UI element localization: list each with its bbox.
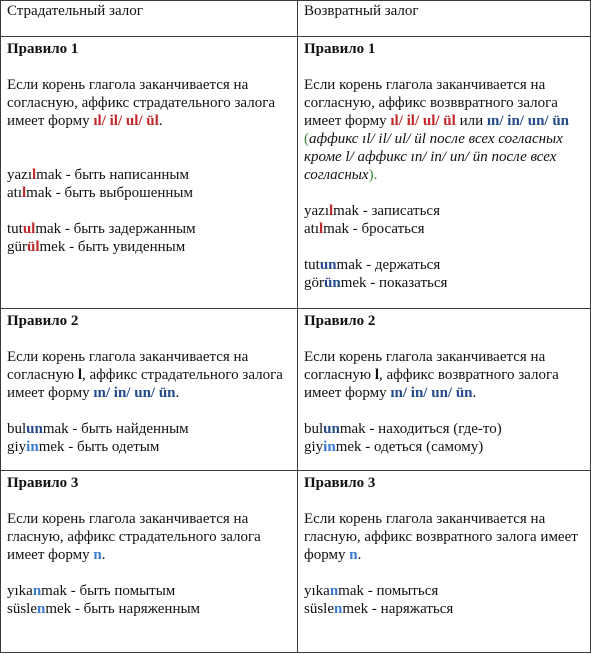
example-affix: ül (27, 239, 40, 255)
rule-row-3 (1, 471, 591, 653)
affix-highlight: n (93, 547, 102, 563)
example-line: süslenmek - наряжаться (304, 601, 454, 617)
example-affix: in (323, 439, 336, 455)
affix-highlight: ın/ in/ un/ ün (390, 385, 473, 401)
rule-text (7, 76, 291, 130)
affix-highlight: n (349, 547, 358, 563)
rule-text: Если корень глагола заканчивается на согласную l, аффикс страдательного залога имеет форму ın/ in/ un/ ün. (7, 349, 283, 401)
affix-highlight: ın/ in/ un/ ün (93, 385, 176, 401)
rule-1-passive-cell (1, 37, 298, 309)
rule-row-1 (1, 37, 591, 309)
example-affix: l (319, 221, 324, 237)
header-reflexive: Возвратный залог (298, 1, 591, 37)
rule-row-2 (1, 309, 591, 471)
rule-1-reflexive-cell (298, 37, 591, 309)
rule-2-passive-cell (1, 309, 298, 471)
example-line: yazılmak - записаться (304, 203, 440, 219)
example-line: gürülmek - быть увиденным (7, 239, 186, 255)
affix-note: аффикс ıl/ il/ ul/ ül после всех согласных кроме l/ аффикс ın/ in/ un/ ün после всех согласных (304, 131, 563, 183)
example-line: tutunmak - держаться (304, 257, 441, 273)
rule-text: Если корень глагола заканчивается на согласную, аффикс возввратного залога имеет форму ıl/ il/ ul/ ül или ın/ in/ un/ ün (аффикс ıl/ il/ ul/ ül после всех согласных кроме l/ аффикс ın/ in/ un/ ün после всех согласных). (304, 77, 570, 183)
affix-highlight: ıl/ il/ ul/ ül (390, 113, 456, 129)
rule-title: Правило 2 (304, 313, 376, 329)
example-line: süslenmek - быть наряженным (7, 601, 201, 617)
example-affix: un (319, 257, 337, 273)
rule-text: Если корень глагола заканчивается на гласную, аффикс страдательного залога имеет форму n. (7, 511, 261, 563)
example-line: giyinmek - одеться (самому) (304, 439, 484, 455)
rule-text: Если корень глагола заканчивается на гласную, аффикс возвратного залога имеет форму n. (304, 511, 578, 563)
example-line: görünmek - показаться (304, 275, 448, 291)
rule-3-passive-cell (1, 471, 298, 653)
rule-text-part: . (158, 113, 163, 129)
example-affix: n (32, 583, 42, 599)
rule-title: Правило 1 (7, 41, 79, 57)
example-affix: un (323, 421, 340, 437)
affix-highlight: ın/ in/ un/ ün (486, 113, 570, 129)
header-row (1, 1, 591, 37)
rule-3-reflexive-cell (298, 471, 591, 653)
example-line: bulunmak - находиться (где-то) (304, 421, 502, 437)
rule-title: Правило 3 (304, 475, 376, 491)
example-affix: un (26, 421, 43, 437)
rule-text-part: Если корень глагола заканчивается на согласную, аффикс страдательного залога имеет форму (7, 77, 276, 129)
example-affix: ul (22, 221, 36, 237)
affix-highlight: ıl/ il/ ul/ ül (93, 113, 159, 129)
example-affix: n (37, 601, 46, 617)
example-line: yazılmak - быть написанным (7, 167, 189, 183)
example-line: bulunmak - быть найденным (7, 421, 189, 437)
example-line: atılmak - бросаться (304, 221, 425, 237)
example-affix: n (329, 583, 339, 599)
example-affix: ün (324, 275, 341, 291)
example-affix: l (328, 203, 334, 219)
rule-title: Правило 2 (7, 313, 79, 329)
example-affix: l (22, 185, 27, 201)
example-affix: l (31, 167, 37, 183)
rule-2-reflexive-cell (298, 309, 591, 471)
example-line: yıkanmak - быть помытым (7, 583, 176, 599)
example-affix: n (334, 601, 343, 617)
example-line: atılmak - быть выброшенным (7, 185, 193, 201)
rule-text: Если корень глагола заканчивается на согласную l, аффикс возвратного залога имеет форму ın/ in/ un/ ün. (304, 349, 559, 401)
example-affix: in (26, 439, 39, 455)
rule-title: Правило 3 (7, 475, 79, 491)
header-passive: Страдательный залог (1, 1, 298, 37)
rule-title: Правило 1 (304, 41, 376, 57)
example-line: yıkanmak - помыться (304, 583, 439, 599)
example-line: giyinmek - быть одетым (7, 439, 160, 455)
example-line: tutulmak - быть задержанным (7, 221, 196, 237)
